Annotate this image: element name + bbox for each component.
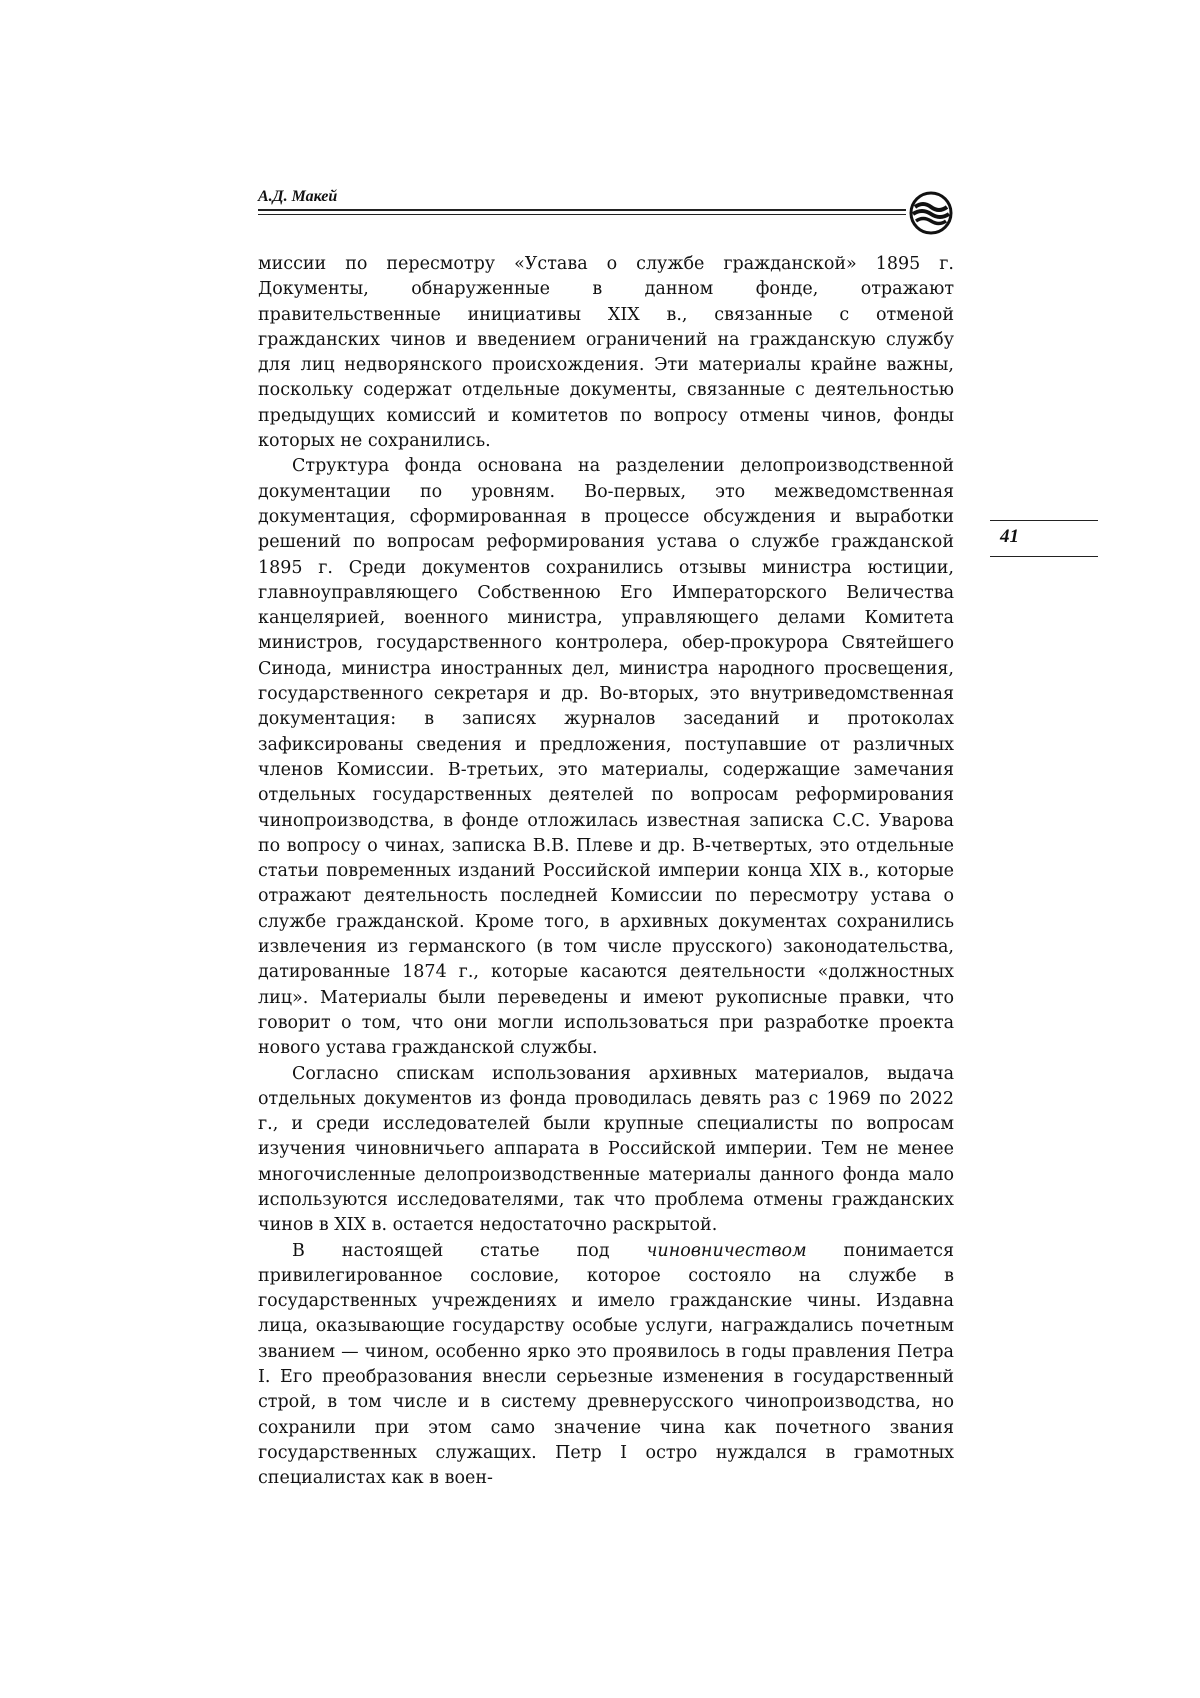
term-chinovnichestvo: чиновничеством: [646, 1240, 807, 1261]
paragraph-1: миссии по пересмотру «Устава о службе гражданской» 1895 г. Документы, обнаруженные в данном фонде, отражают правительственные инициативы XIX в., связанные с отменой гражданских чинов и введением ограничений на гражданскую службу для лиц недворянского происхождения. Эти материалы крайне важны, поскольку содержат отдельные документы, связанные с деятельностью предыдущих комиссий и комитетов по вопросу отмены чинов, фонды которых не сохранились.: [258, 254, 954, 452]
page-number: 41: [1000, 526, 1019, 547]
header-rule: [258, 209, 906, 211]
paragraph-3: Согласно спискам использования архивных материалов, выдача отдельных документов из фонда проводилась девять раз с 1969 по 2022 г., и среди исследователей были крупные специалисты по вопросам изучения чиновничьего аппарата в Российской империи. Тем не менее многочисленные делопроизводственные материалы данного фонда мало используются исследователями, так что проблема отмены гражданских чинов в XIX в. остается недостаточно раскрытой.: [258, 1063, 954, 1236]
paragraph-4-start: В настоящей статье под: [292, 1240, 647, 1261]
waves-logo-icon: [906, 190, 956, 236]
page-number-box: [990, 520, 1098, 557]
paragraph-4-rest: понимается привилегированное сословие, которое состояло на службе в государственных учреждениях и имело гражданские чины. Издавна лица, оказывающие государству особые услуги, награждались почетным званием — чином, особенно ярко это проявилось в годы правления Петра I. Его преобразования внесли серьезные изменения в государственный строй, в том числе и в систему древнерусского чинопроизводства, но сохранили при этом само значение чина как почетного звания государственных служащих. Петр I остро нуждался в грамотных специалистах как в воен-: [258, 1240, 955, 1489]
article-body: [258, 252, 954, 1492]
header-rule-thin: [258, 214, 906, 215]
running-head-author: А.Д. Макей: [258, 188, 338, 205]
paragraph-4: [258, 1239, 954, 1492]
paragraph-2: Структура фонда основана на разделении делопроизводственной документации по уровням. Во-первых, это межведомственная документация, сформированная в процессе обсуждения и выработки решений по вопросам реформирования устава о службе гражданской 1895 г. Среди документов сохранились отзывы министра юстиции, главноуправляющего Собственною Его Императорского Величества канцелярией, военного министра, управляющего делами Комитета министров, государственного контролера, обер-прокурора Святейшего Синода, министра иностранных дел, министра народного просвещения, государственного секретаря и др. Во-вторых, это внутриведомственная документация: в записях журналов заседаний и протоколах зафиксированы сведения и предложения, поступавшие от различных членов Комиссии. В-третьих, это материалы, содержащие замечания отдельных государственных деятелей по вопросам реформирования чинопроизводства, в фонде отложилась известная записка С.С. Уварова по вопросу о чинах, записка В.В. Плеве и др. В-четвертых, это отдельные статьи повременных изданий Российской империи конца XIX в., которые отражают деятельность последней Комиссии по пересмотру устава о службе гражданской. Кроме того, в архивных документах сохранились извлечения из германского (в том числе прусского) законодательства, датированные 1874 г., которые касаются деятельности «должностных лиц». Материалы были переведены и имеют рукописные правки, что говорит о том, что они могли использоваться при разработке проекта нового устава гражданской службы.: [258, 456, 954, 1059]
